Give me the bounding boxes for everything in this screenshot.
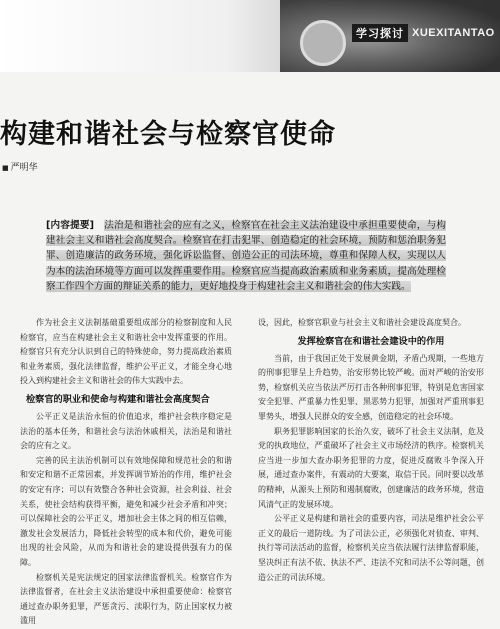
section-heading: 发挥检察官在和谐社会建设中的作用 xyxy=(297,335,445,347)
right-column xyxy=(258,316,484,585)
body-paragraph: 公平正义是法治永恒的价值追求，维护社会秩序稳定是法治的基本任务，和谐社会与法治休戚相关，法治是和谐社会的应有之义。 xyxy=(20,411,232,451)
column-label xyxy=(352,24,495,42)
column-tag: 学习探讨 xyxy=(352,24,408,42)
body-paragraph: 公平正义是构建和谐社会的重要内容，司法是维护社会公平正义的最后一道防线。为了司法公正，必须强化对侦查、审判、执行等司法活动的监督，检察机关应当依法履行法律监督职能，坚决纠正有法不依、执法不严、违法不究和司法不公等问题，创造公正的司法环境。 xyxy=(258,514,484,582)
abstract-block xyxy=(46,218,446,306)
section-heading: 检察官的职业和使命与构建和谐社会高度契合 xyxy=(26,393,210,405)
abstract-text: 法治是和谐社会的应有之义，检察官在社会主义法治建设中承担重要使命，与构建社会主义和谐社会高度契合。检察官在打击犯罪、创造稳定的社会环境，预防和惩治职务犯罪、创造廉洁的政务环境，强化诉讼监督、创造公正的司法环境，尊重和保障人权，实现以人为本的法治环境等方面可以发挥重要作用。检察官应当提高政治素质和业务素质，提高处理检察工作四个方面的辩证关系的能力，更好地投身于构建社会主义和谐社会的伟大实践。 xyxy=(46,220,446,292)
article-title: 构建和谐社会与检察官使命 xyxy=(0,119,336,150)
intro-paragraph: 作为社会主义法制基础重要组成部分的检察制度和人民检察官，应当在构建社会主义和谐社会中发挥重要的作用。检察官只有充分认识到自己的特殊使命，努力提高政治素质和业务素质，强化法律监督，维护公平正义，才能全身心地投入到构建社会主义和谐社会的伟大实践中去。 xyxy=(20,318,232,386)
body-paragraph: 完善的民主法治机制可以有效地保障和规范社会的和谐和安定和谐不正常因素，并发挥调节矫治的作用，维护社会的安定有序；可以有效整合各种社会资源，社会利益、社会关系，使社会结构获得平衡，避免和减少社会矛盾和冲突；可以保障社会的公平正义，增加社会主体之间的相互信赖，激发社会发展活力，降低社会转型的成本和代价，避免可能出现的社会风险，从而为和谐社会的建设提供强有力的保障。 xyxy=(20,455,232,567)
body-paragraph: 检察机关是宪法规定的国家法律监督机关。检察官作为法律监督者，在社会主义法治建设中承担重要使命：检察官通过查办职务犯罪，严惩贪污、渎职行为，防止国家权力被滥用 xyxy=(20,572,232,626)
intro-paragraph: 设，因此，检察官职业与社会主义和谐社会建设高度契合。 xyxy=(258,318,466,327)
abstract-label: [内容提要] xyxy=(46,220,95,231)
body-paragraph: 职务犯罪影响国家的长治久安，破坏了社会主义法制，危及党的执政地位，严重破坏了社会主义市场经济的秩序。检察机关应当进一步加大查办职务犯罪的力度，促进反腐败斗争深入开展，通过查办案件，有震动的大要案，取信于民。同时要以改革的精神，从源头上预防和遏制腐败，创建廉洁的政务环境，营造风清气正的发展环境。 xyxy=(258,426,484,509)
article-author: ■ 严明华 xyxy=(2,160,38,173)
satellite-dish-icon xyxy=(300,20,346,66)
column-pinyin: XUEXITANTAO xyxy=(412,27,495,39)
body-paragraph: 当前，由于我国正处于发展黄金期，矛盾凸现期，一些地方的刑事犯罪呈上升趋势，治安形势比较严峻。面对严峻的治安形势，检察机关应当依法严厉打击各种刑事犯罪，特别是危害国家安全犯罪、严重暴力性犯罪、黑恶势力犯罪，加强对严重刑事犯罪势头，增强人民群众的安全感，创造稳定的社会环境。 xyxy=(258,353,484,421)
left-column xyxy=(20,316,232,629)
